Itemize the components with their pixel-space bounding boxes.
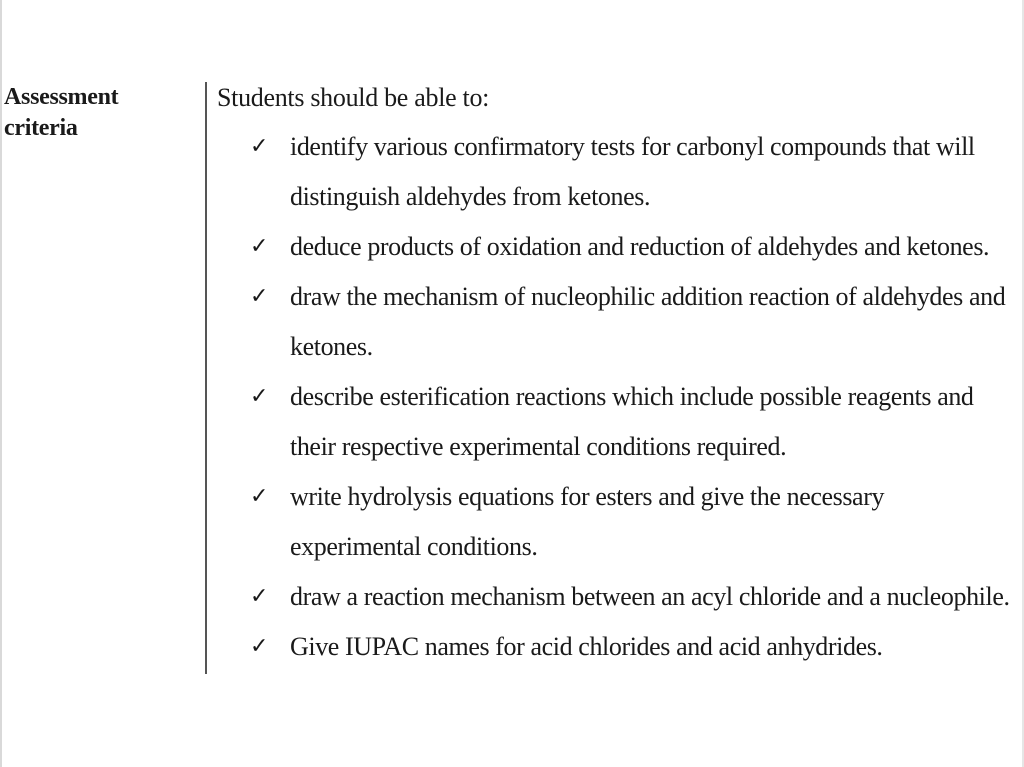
column-divider xyxy=(205,82,207,674)
check-icon: ✓ xyxy=(250,284,269,309)
intro-text: Students should be able to: xyxy=(217,83,490,112)
criteria-text: draw a reaction mechanism between an acyl chloride and a nucleophile. xyxy=(290,582,1010,611)
check-icon: ✓ xyxy=(250,234,269,259)
criteria-item xyxy=(250,122,1020,222)
criteria-text: identify various confirmatory tests for carbonyl compounds that will distinguish aldehydes from ketones. xyxy=(290,132,975,211)
criteria-item xyxy=(250,572,1020,622)
criteria-text: Give IUPAC names for acid chlorides and acid anhydrides. xyxy=(290,632,883,661)
criteria-text: draw the mechanism of nucleophilic addition reaction of aldehydes and ketones. xyxy=(290,282,1006,361)
check-icon: ✓ xyxy=(250,584,269,609)
check-icon: ✓ xyxy=(250,484,269,509)
criteria-item xyxy=(250,372,1020,472)
criteria-item xyxy=(250,272,1020,372)
page-border-left xyxy=(0,0,2,767)
label-line-2: criteria xyxy=(4,115,78,141)
criteria-item xyxy=(250,472,1020,572)
check-icon: ✓ xyxy=(250,384,269,409)
check-icon: ✓ xyxy=(250,134,269,159)
assessment-criteria-label xyxy=(4,82,194,144)
criteria-text: describe esterification reactions which include possible reagents and their respective experimental conditions required. xyxy=(290,382,974,461)
criteria-item xyxy=(250,622,1020,672)
label-line-1: Assessment xyxy=(4,84,119,110)
criteria-list xyxy=(250,122,1020,672)
criteria-text: deduce products of oxidation and reduction of aldehydes and ketones. xyxy=(290,232,990,261)
check-icon: ✓ xyxy=(250,634,269,659)
criteria-text: write hydrolysis equations for esters and give the necessary experimental conditions. xyxy=(290,482,885,561)
criteria-item xyxy=(250,222,1020,272)
